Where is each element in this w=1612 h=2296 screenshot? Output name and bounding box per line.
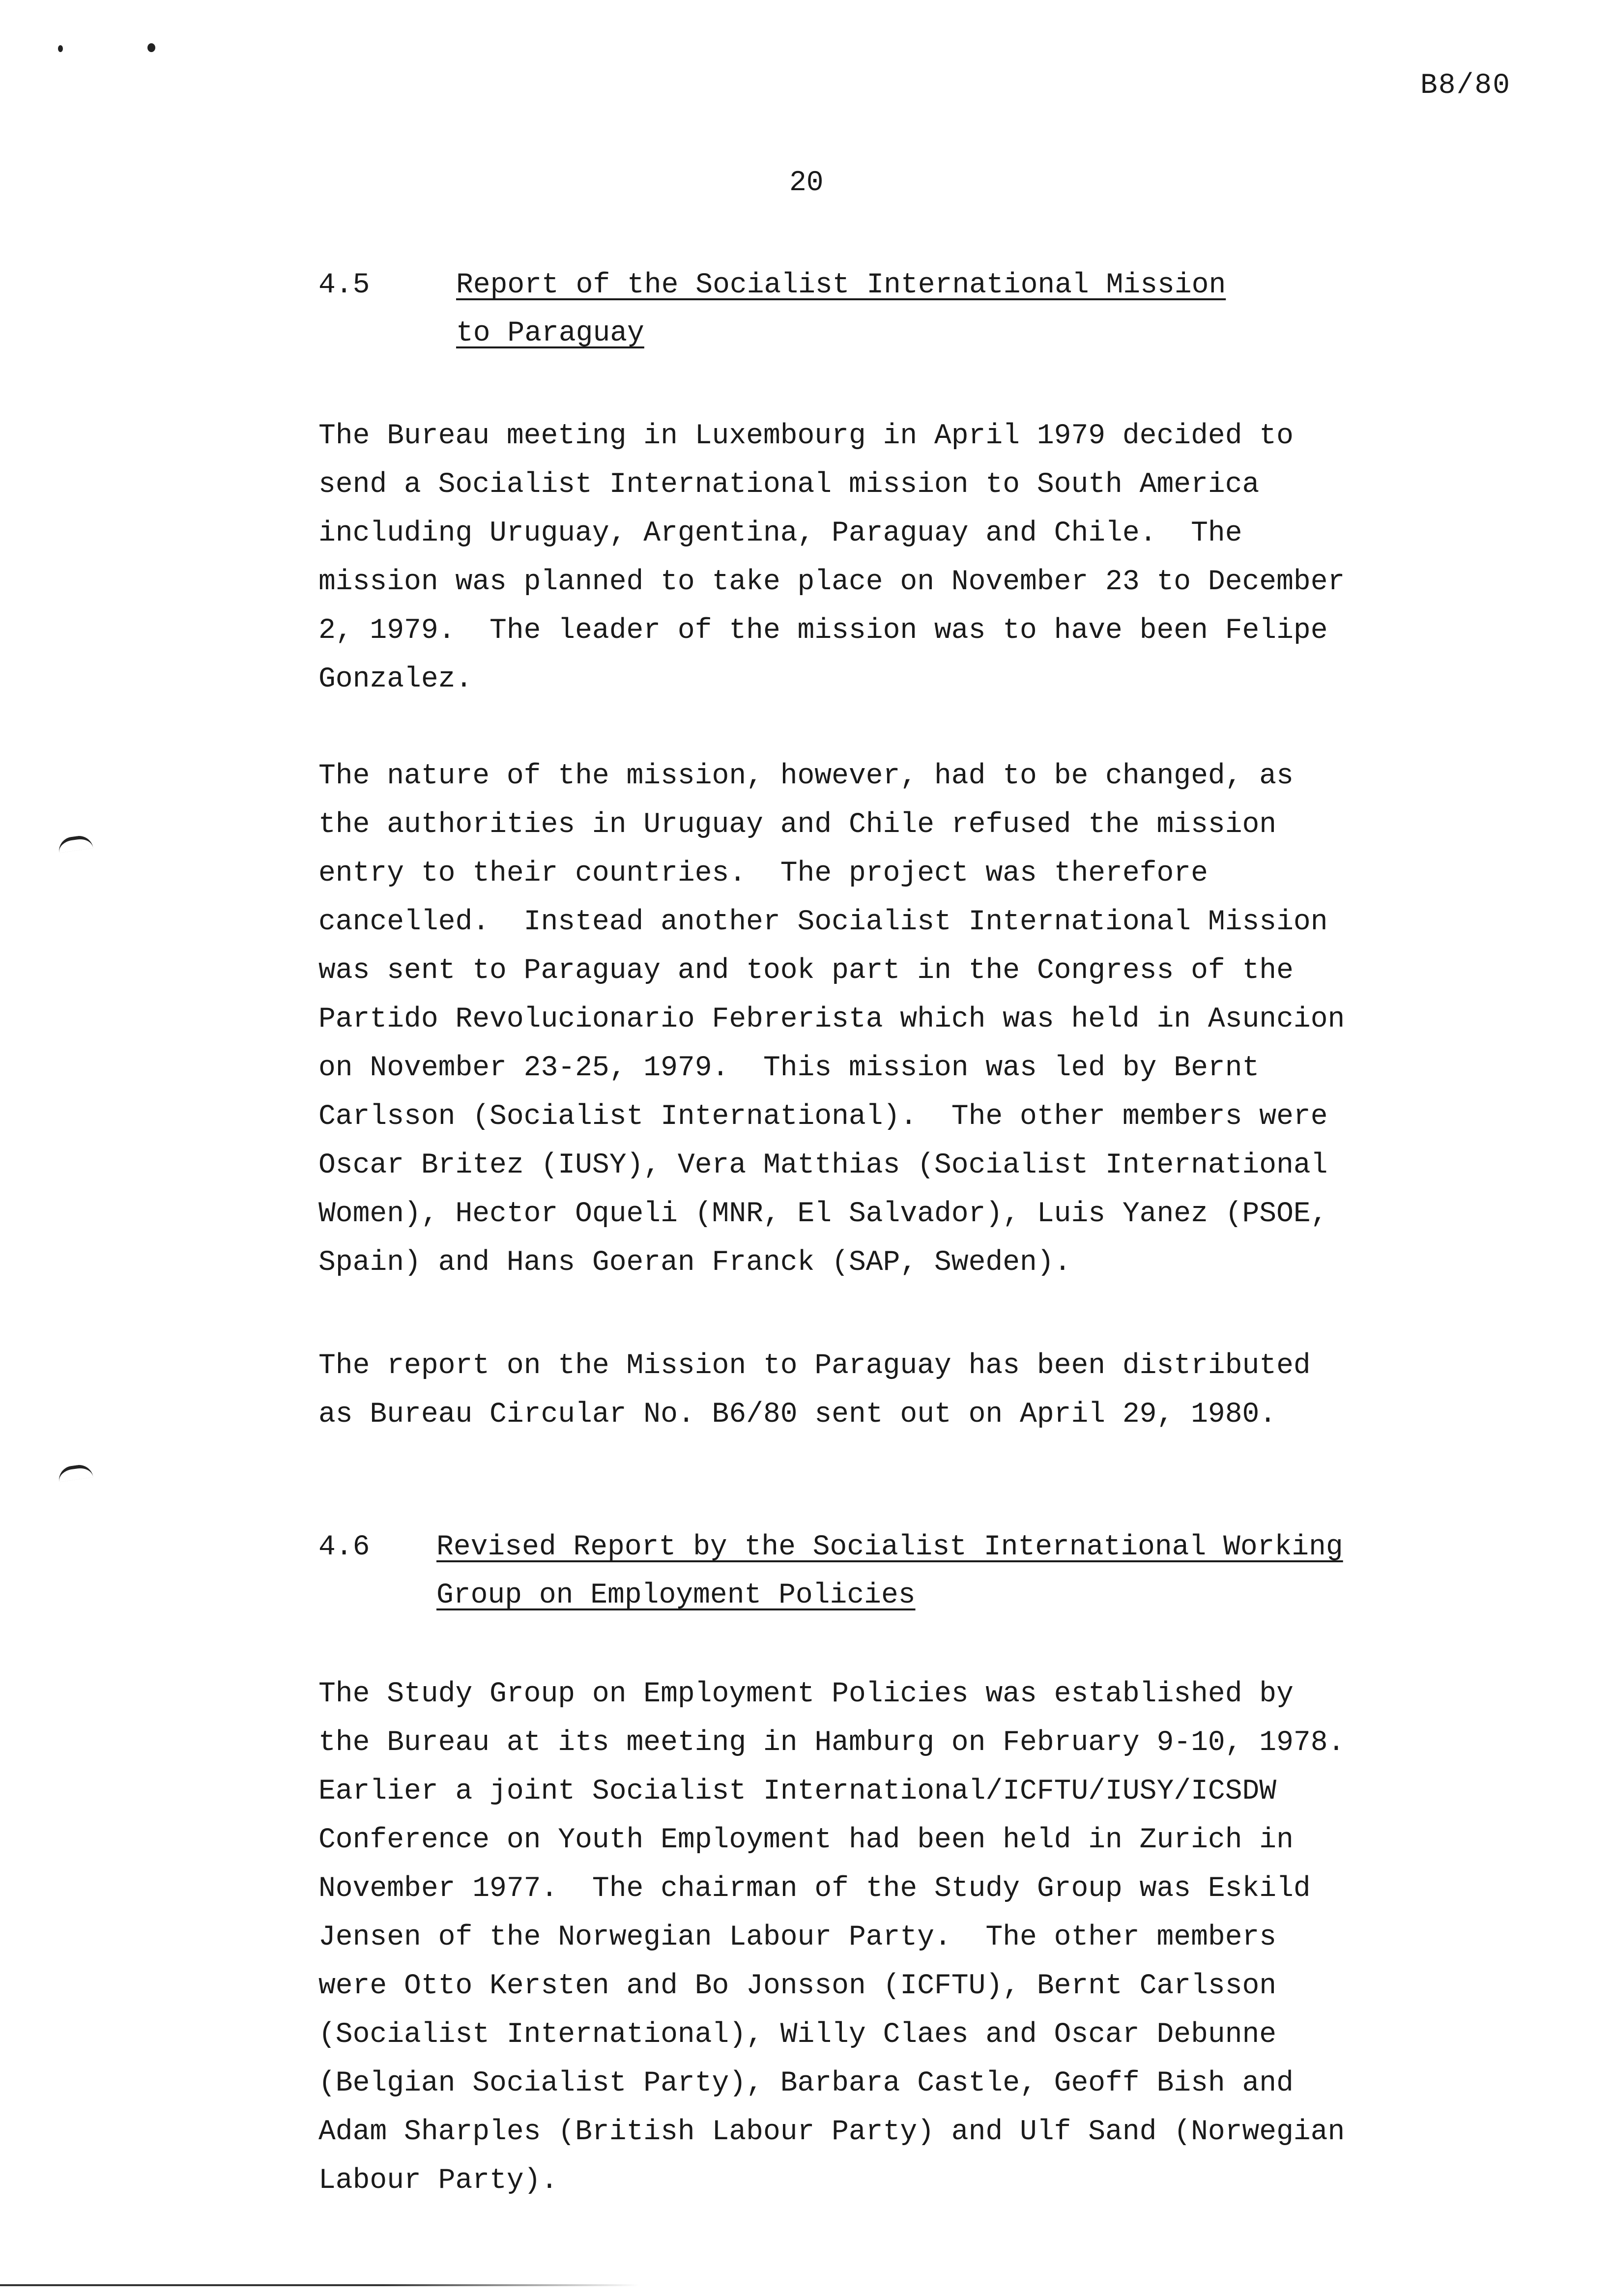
text-line: Gonzalez. (318, 663, 473, 695)
text-line: 2, 1979. The leader of the mission was to have been Felipe (318, 615, 1328, 647)
text-line: on November 23-25, 1979. This mission was led by Bernt (318, 1052, 1260, 1084)
section-title (436, 1523, 1343, 1620)
section-title-line: Report of the Socialist International Mission (456, 269, 1226, 301)
text-line: Labour Party). (318, 2165, 558, 2197)
page-number: 20 (789, 167, 824, 199)
text-line: (Socialist International), Willy Claes and Oscar Debunne (318, 2019, 1277, 2051)
text-line: Adam Sharples (British Labour Party) and Ulf Sand (Norwegian (318, 2116, 1345, 2148)
section-title-line: to Paraguay (456, 317, 644, 349)
text-line: was sent to Paraguay and took part in the Congress of the (318, 955, 1294, 987)
section-number: 4.6 (318, 1531, 370, 1563)
text-line: Oscar Britez (IUSY), Vera Matthias (Socialist International (318, 1149, 1328, 1181)
text-line: the authorities in Uruguay and Chile refused the mission (318, 809, 1277, 841)
paragraph (318, 412, 1518, 704)
text-line: November 1977. The chairman of the Study Group was Eskild (318, 1873, 1311, 1905)
text-line: cancelled. Instead another Socialist International Mission (318, 906, 1328, 938)
paragraph (318, 1342, 1518, 1439)
text-line: Conference on Youth Employment had been held in Zurich in (318, 1824, 1294, 1856)
text-line: (Belgian Socialist Party), Barbara Castle, Geoff Bish and (318, 2067, 1294, 2099)
text-line: The Study Group on Employment Policies was established by (318, 1678, 1294, 1710)
document-code: B8/80 (1420, 70, 1511, 102)
text-line: Spain) and Hans Goeran Franck (SAP, Sweden). (318, 1247, 1071, 1279)
text-line: The report on the Mission to Paraguay has been distributed (318, 1350, 1311, 1382)
text-line: The nature of the mission, however, had to be changed, as (318, 760, 1294, 792)
text-line: were Otto Kersten and Bo Jonsson (ICFTU), Bernt Carlsson (318, 1970, 1277, 2002)
paragraph (318, 752, 1518, 1287)
text-line: Partido Revolucionario Febrerista which was held in Asuncion (318, 1004, 1345, 1035)
text-line: Earlier a joint Socialist International/ICFTU/IUSY/ICSDW (318, 1776, 1277, 1808)
section-title (456, 261, 1226, 358)
scan-speck (147, 43, 155, 52)
paragraph (318, 1670, 1518, 2205)
section-number: 4.5 (318, 269, 370, 301)
hole-punch-mark (57, 834, 93, 853)
section-heading-4-6 (318, 1523, 1343, 1620)
section-heading-4-5 (318, 261, 1226, 358)
footer-rule (0, 2284, 639, 2286)
section-title-line: Group on Employment Policies (436, 1579, 916, 1611)
hole-punch-mark (57, 1463, 93, 1482)
text-line: mission was planned to take place on November 23 to December (318, 566, 1345, 598)
text-line: send a Socialist International mission to South America (318, 469, 1260, 501)
text-line: The Bureau meeting in Luxembourg in April 1979 decided to (318, 420, 1294, 452)
text-line: as Bureau Circular No. B6/80 sent out on April 29, 1980. (318, 1399, 1277, 1431)
text-line: Jensen of the Norwegian Labour Party. The other members (318, 1922, 1277, 1953)
scan-speck (58, 45, 63, 52)
text-line: entry to their countries. The project was therefore (318, 858, 1208, 890)
text-line: Carlsson (Socialist International). The other members were (318, 1101, 1328, 1133)
text-line: Women), Hector Oqueli (MNR, El Salvador), Luis Yanez (PSOE, (318, 1198, 1328, 1230)
section-title-line: Revised Report by the Socialist International Working (436, 1531, 1343, 1563)
text-line: the Bureau at its meeting in Hamburg on February 9-10, 1978. (318, 1727, 1345, 1759)
text-line: including Uruguay, Argentina, Paraguay and Chile. The (318, 517, 1242, 549)
